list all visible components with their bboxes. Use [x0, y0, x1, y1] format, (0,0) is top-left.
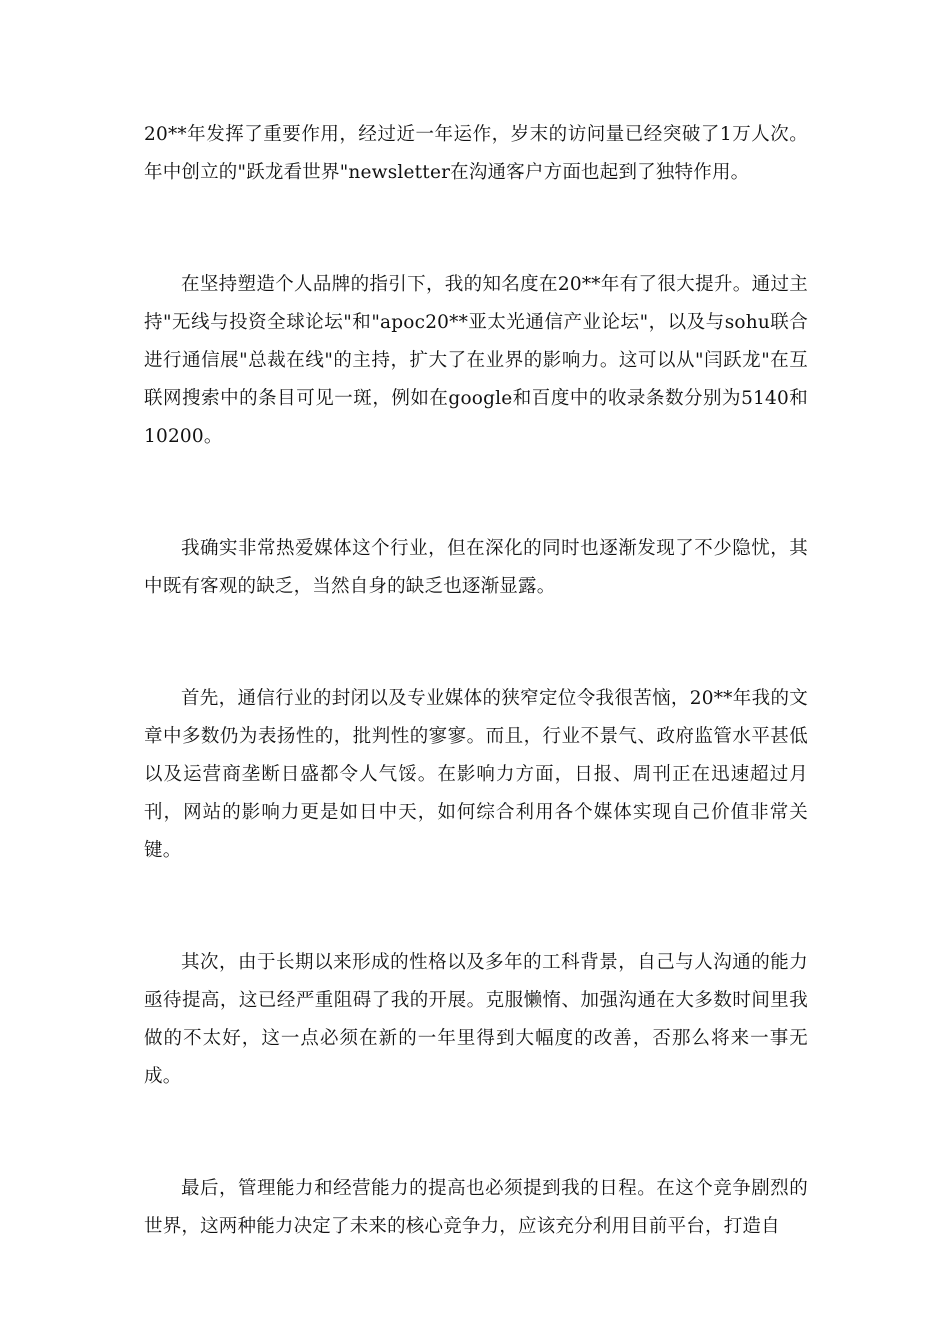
paragraph-6: 最后，管理能力和经营能力的提高也必须提到我的日程。在这个竞争剧烈的世界，这两种能力决定了未来的核心竞争力，应该充分利用目前平台，打造自: [144, 1178, 808, 1237]
paragraph-spacer: [144, 870, 808, 944]
paragraph-spacer: [144, 456, 808, 530]
paragraph-5: 其次，由于长期以来形成的性格以及多年的工科背景，自己与人沟通的能力亟待提高，这已经严重阻碍了我的开展。克服懒惰、加强沟通在大多数时间里我做的不太好，这一点必须在新的一年里得到大幅度的改善，否那么将来一事无成。: [144, 952, 808, 1087]
paragraph-2: 在坚持塑造个人品牌的指引下，我的知名度在20**年有了很大提升。通过主持"无线与投资全球论坛"和"apoc20**亚太光通信产业论坛"，以及与sohu联合进行通信展"总裁在线"的主持，扩大了在业界的影响力。这可以从"闫跃龙"在互联网搜索中的条目可见一斑，例如在google和百度中的收录条数分别为5140和10200。: [144, 274, 808, 447]
paragraph-spacer: [144, 192, 808, 266]
paragraph-4: 首先，通信行业的封闭以及专业媒体的狭窄定位令我很苦恼，20**年我的文章中多数仍为表扬性的，批判性的寥寥。而且，行业不景气、政府监管水平甚低以及运营商垄断日盛都令人气馁。在影响力方面，日报、周刊正在迅速超过月刊，网站的影响力更是如日中天，如何综合利用各个媒体实现自己价值非常关键。: [144, 688, 808, 861]
paragraph-spacer: [144, 606, 808, 680]
paragraph-1: 20**年发挥了重要作用，经过近一年运作，岁末的访问量已经突破了1万人次。年中创立的"跃龙看世界"newsletter在沟通客户方面也起到了独特作用。: [144, 124, 808, 183]
paragraph-spacer: [144, 1096, 808, 1170]
document-body: [144, 116, 808, 1246]
paragraph-3: 我确实非常热爱媒体这个行业，但在深化的同时也逐渐发现了不少隐忧，其中既有客观的缺乏，当然自身的缺乏也逐渐显露。: [144, 538, 808, 597]
